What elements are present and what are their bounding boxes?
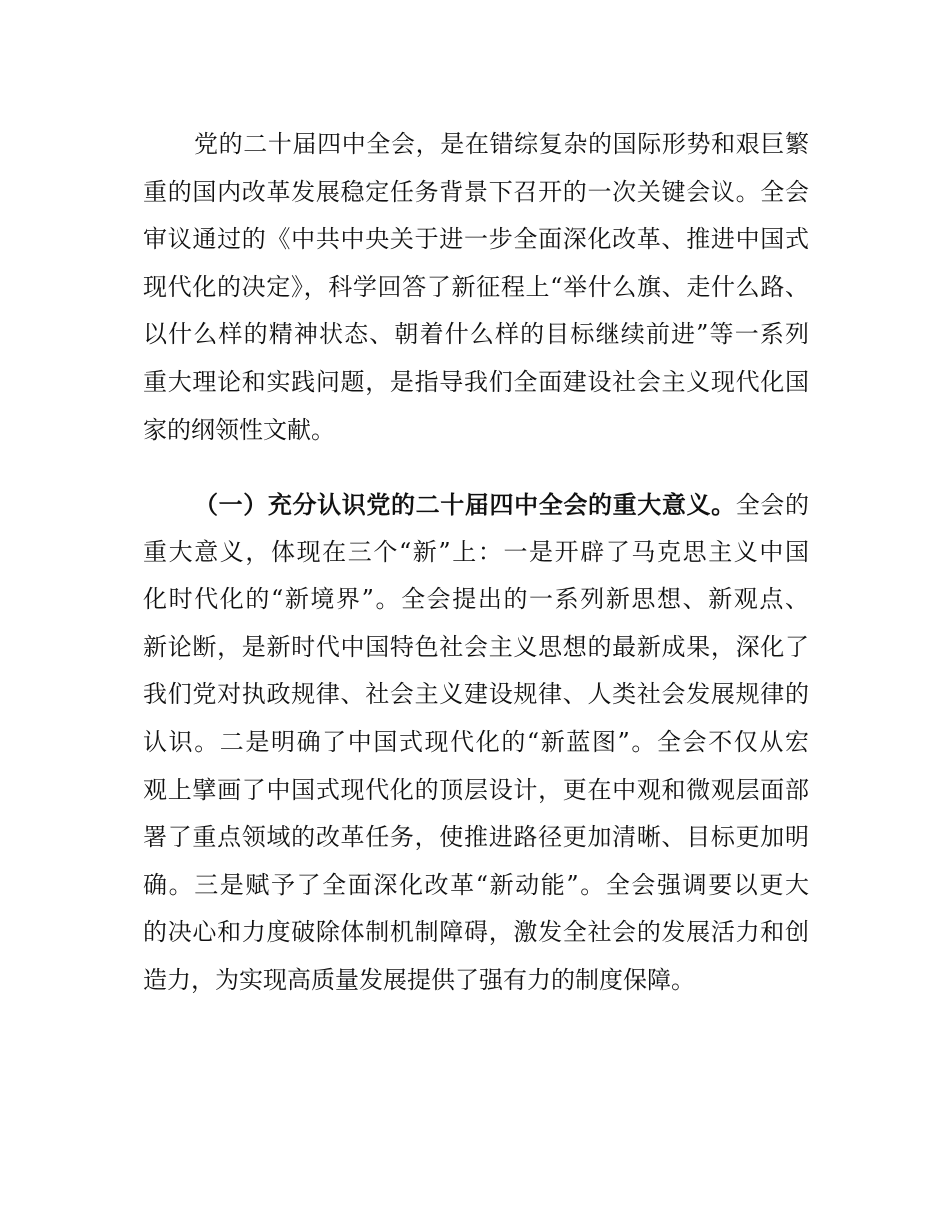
text-line: 的决心和力度破除体制机制障碍，激发全社会的发展活力和创 — [143, 918, 809, 947]
paragraph-significance — [143, 481, 809, 1005]
text-line: 重的国内改革发展稳定任务背景下召开的一次关键会议。全会 — [143, 177, 809, 206]
heading-continuation: 全会的 — [735, 491, 809, 519]
text-line: 以什么样的精神状态、朝着什么样的目标继续前进”等一系列 — [143, 320, 809, 349]
text-line: 重大理论和实践问题，是指导我们全面建设社会主义现代化国 — [143, 367, 809, 396]
text-line: 化时代化的“新境界”。全会提出的一系列新思想、新观点、 — [143, 585, 809, 614]
text-line: 重大意义，体现在三个“新”上：一是开辟了马克思主义中国 — [143, 537, 809, 566]
text-line-heading — [143, 481, 809, 529]
text-line: 审议通过的《中共中央关于进一步全面深化改革、推进中国式 — [143, 225, 809, 254]
text-line: 署了重点领域的改革任务，使推进路径更加清晰、目标更加明 — [143, 823, 809, 852]
text-line: 我们党对执政规律、社会主义建设规律、人类社会发展规律的 — [143, 680, 809, 709]
text-line: 观上擘画了中国式现代化的顶层设计，更在中观和微观层面部 — [143, 775, 809, 804]
text-line: 认识。二是明确了中国式现代化的“新蓝图”。全会不仅从宏 — [143, 727, 809, 756]
text-line: 现代化的决定》，科学回答了新征程上“举什么旗、走什么路、 — [143, 272, 809, 301]
section-heading: （一）充分认识党的二十届四中全会的重大意义。 — [194, 490, 736, 519]
paragraph-intro — [143, 121, 809, 454]
text-line: 新论断，是新时代中国特色社会主义思想的最新成果，深化了 — [143, 632, 809, 661]
text-line: 造力，为实现高质量发展提供了强有力的制度保障。 — [143, 965, 695, 994]
text-line: 党的二十届四中全会，是在错综复杂的国际形势和艰巨繁 — [194, 130, 809, 158]
text-line: 确。三是赋予了全面深化改革“新动能”。全会强调要以更大 — [143, 870, 809, 899]
text-line: 家的纲领性文献。 — [143, 415, 335, 444]
